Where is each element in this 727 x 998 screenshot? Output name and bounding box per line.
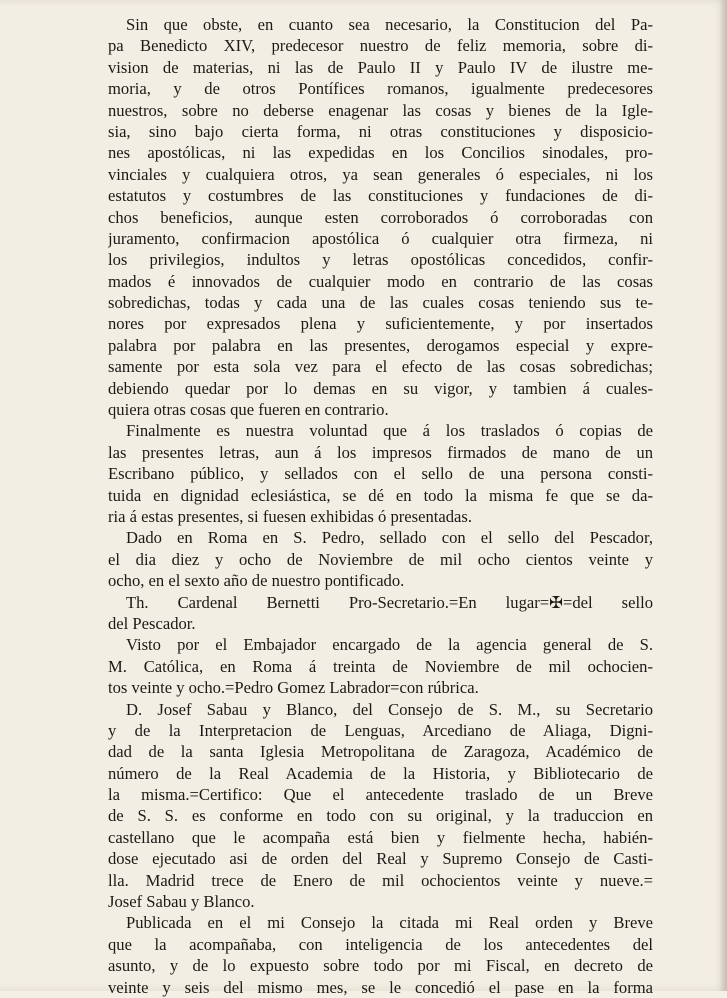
text-line: de S. S. es conforme en todo con su original, y la traduccion en bbox=[108, 806, 653, 826]
text-line: samente por esta sola vez para el efecto de las cosas sobredichas; bbox=[108, 357, 653, 377]
page-text bbox=[108, 14, 653, 998]
text-line: los privilegios, indultos y letras opostólicas concedidos, confir- bbox=[108, 250, 653, 270]
text-line: estatutos y costumbres de las constituciones y fundaciones de di- bbox=[108, 186, 653, 206]
text-line: nes apostólicas, ni las expedidas en los Concilios sinodales, pro- bbox=[108, 143, 653, 163]
text-line: M. Católica, en Roma á treinta de Noviembre de mil ochocien- bbox=[108, 656, 653, 676]
text-line: número de la Real Academia de la Historia, y Bibliotecario de bbox=[108, 763, 653, 783]
text-line: dose ejecutado asi de orden del Real y Supremo Consejo de Casti- bbox=[108, 849, 653, 869]
text-line: del Pescador. bbox=[108, 613, 196, 633]
text-line: Sin que obste, en cuanto sea necesario, la Constitucion del Pa- bbox=[126, 15, 653, 34]
text-line: Finalmente es nuestra voluntad que á los traslados ó copias de bbox=[126, 421, 653, 441]
text-line: que la acompañaba, con inteligencia de los antecedentes del bbox=[108, 934, 653, 954]
text-line: nores por expresados plena y suficientemente, y por insertados bbox=[108, 314, 653, 334]
text-line: el dia diez y ocho de Noviembre de mil ocho cientos veinte y bbox=[108, 549, 653, 569]
text-line: asunto, y de lo expuesto sobre todo por mi Fiscal, en decreto de bbox=[108, 956, 653, 976]
text-line: nuestros, sobre no deberse enagenar las cosas y bienes de la Igle- bbox=[108, 100, 653, 120]
text-line: quiera otras cosas que fueren en contrario. bbox=[108, 400, 389, 420]
text-line: dad de la santa Iglesia Metropolitana de Zaragoza, Académico de bbox=[108, 742, 653, 762]
text-line: ria á estas presentes, si fuesen exhibidas ó presentadas. bbox=[108, 506, 473, 526]
text-line: debiendo quedar por lo demas en su vigor, y tambien á cuales- bbox=[108, 378, 653, 398]
text-line: Escribano público, y sellados con el sello de una persona consti- bbox=[108, 464, 653, 484]
text-line: ocho, en el sexto año de nuestro pontificado. bbox=[108, 571, 405, 591]
text-line: D. Josef Sabau y Blanco, del Consejo de S. M., su Secretario bbox=[126, 699, 653, 719]
text-line: veinte y seis del mismo mes, se le concedió el pase en la forma bbox=[108, 977, 653, 997]
text-line: Visto por el Embajador encargado de la agencia general de S. bbox=[126, 635, 653, 655]
text-line: vinciales y cualquiera otros, ya sean generales ó especiales, ni los bbox=[108, 164, 653, 184]
text-line: castellano que le acompaña está bien y fielmente hecha, habién- bbox=[108, 827, 653, 847]
text-line: mados é innovados de cualquier modo en contrario de las cosas bbox=[108, 271, 653, 291]
text-line: la misma.=Certifico: Que el antecedente traslado de un Breve bbox=[108, 785, 653, 805]
text-line: Th. Cardenal Bernetti Pro-Secretario.=En lugar=✠=del sello bbox=[126, 592, 653, 612]
text-line: Publicada en el mi Consejo la citada mi Real orden y Breve bbox=[126, 913, 653, 933]
text-line: Dado en Roma en S. Pedro, sellado con el sello del Pescador, bbox=[126, 528, 653, 548]
text-line: las presentes letras, aun á los impresos firmados de mano de un bbox=[108, 442, 653, 462]
text-line: chos beneficios, aunque esten corroborados ó corroboradas con bbox=[108, 207, 653, 227]
text-line: tos veinte y ocho.=Pedro Gomez Labrador=con rúbrica. bbox=[108, 678, 479, 698]
text-line: sia, sino bajo cierta forma, ni otras constituciones y disposicio- bbox=[108, 121, 653, 141]
text-line: y de la Interpretacion de Lenguas, Arcediano de Aliaga, Digni- bbox=[108, 720, 653, 740]
page-edge-shadow bbox=[719, 0, 727, 991]
text-line: pa Benedicto XIV, predecesor nuestro de feliz memoria, sobre di- bbox=[108, 36, 653, 56]
text-line: juramento, confirmacion apostólica ó cualquier otra firmeza, ni bbox=[108, 228, 653, 248]
text-line: Josef Sabau y Blanco. bbox=[108, 892, 255, 912]
text-line: sobredichas, todas y cada una de las cuales cosas teniendo sus te- bbox=[108, 293, 653, 313]
text-line: moria, y de otros Pontífices romanos, igualmente predecesores bbox=[108, 79, 653, 99]
text-line: palabra por palabra en las presentes, derogamos especial y expre- bbox=[108, 335, 653, 355]
text-line: vision de materias, ni las de Paulo II y Paulo IV de ilustre me- bbox=[108, 57, 653, 77]
text-line: lla. Madrid trece de Enero de mil ochocientos veinte y nueve.= bbox=[108, 870, 653, 890]
text-line: tuida en dignidad eclesiástica, se dé en todo la misma fe que se da- bbox=[108, 485, 653, 505]
